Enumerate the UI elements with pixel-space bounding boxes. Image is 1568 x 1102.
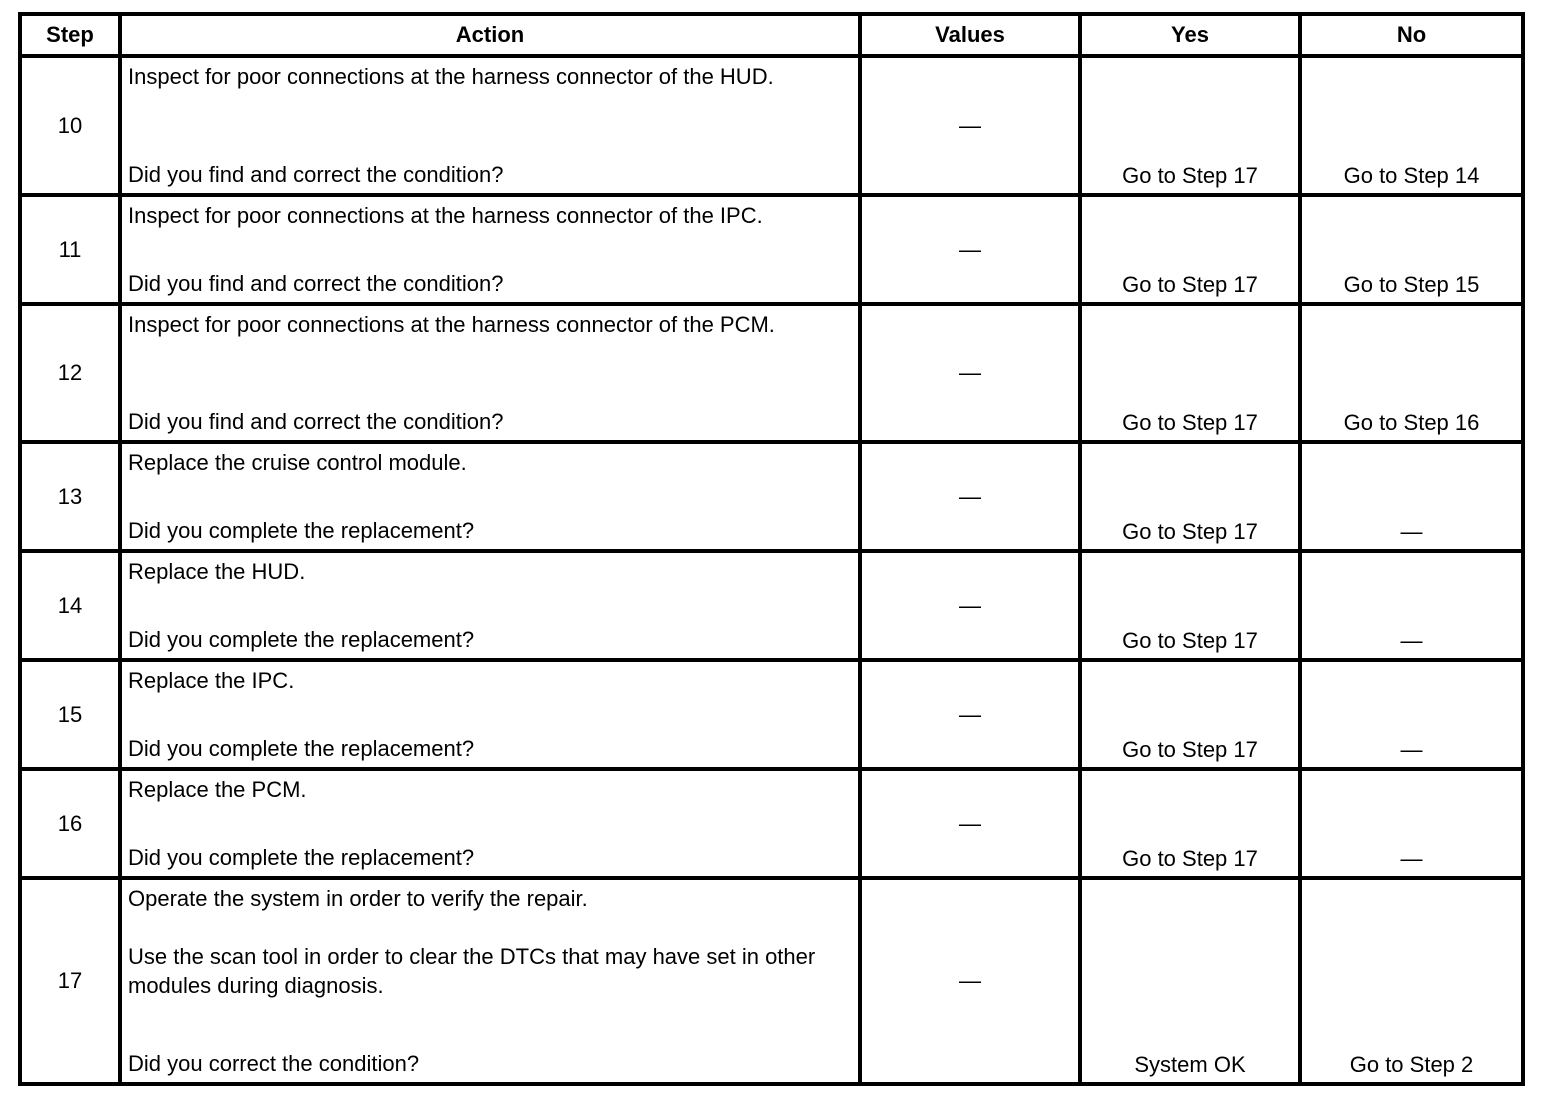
yes-text: System OK <box>1134 1052 1246 1077</box>
no-text: — <box>1400 519 1423 544</box>
table-row <box>20 442 1523 551</box>
yes-cell <box>1080 878 1300 1084</box>
action-text: Replace the cruise control module. <box>128 450 467 475</box>
action-cell <box>120 304 860 442</box>
step-number: 15 <box>20 660 120 769</box>
action-cell <box>120 551 860 660</box>
no-text: — <box>1400 846 1423 871</box>
table-body <box>20 56 1523 1084</box>
yes-cell <box>1080 304 1300 442</box>
action-question: Did you find and correct the condition? <box>128 409 504 434</box>
action-text: Operate the system in order to verify the repair. <box>128 886 588 911</box>
header-step: Step <box>20 14 120 56</box>
yes-cell <box>1080 56 1300 195</box>
action-question: Did you complete the replacement? <box>128 736 475 761</box>
table-row <box>20 195 1523 304</box>
step-number: 17 <box>20 878 120 1084</box>
step-number: 11 <box>20 195 120 304</box>
yes-cell <box>1080 551 1300 660</box>
action-text: Replace the IPC. <box>128 668 295 693</box>
yes-cell <box>1080 660 1300 769</box>
action-question: Did you find and correct the condition? <box>128 271 504 296</box>
table-row <box>20 304 1523 442</box>
action-text: Use the scan tool in order to clear the DTCs that may have set in other modules during diagnosis. <box>128 944 816 998</box>
no-cell <box>1300 442 1523 551</box>
no-cell <box>1300 769 1523 878</box>
action-cell <box>120 769 860 878</box>
yes-text: Go to Step 17 <box>1122 737 1258 762</box>
action-cell <box>120 442 860 551</box>
action-question: Did you find and correct the condition? <box>128 162 504 187</box>
table-row <box>20 551 1523 660</box>
yes-text: Go to Step 17 <box>1122 519 1258 544</box>
no-cell <box>1300 304 1523 442</box>
action-cell <box>120 195 860 304</box>
yes-text: Go to Step 17 <box>1122 846 1258 871</box>
action-text: Inspect for poor connections at the harness connector of the IPC. <box>128 203 763 228</box>
table-row <box>20 878 1523 1084</box>
no-text: Go to Step 14 <box>1343 163 1480 188</box>
action-question: Did you complete the replacement? <box>128 845 475 870</box>
values-cell: — <box>860 56 1080 195</box>
yes-text: Go to Step 17 <box>1122 410 1258 435</box>
step-number: 10 <box>20 56 120 195</box>
action-cell <box>120 878 860 1084</box>
no-text: Go to Step 16 <box>1343 410 1480 435</box>
values-cell: — <box>860 551 1080 660</box>
action-question: Did you complete the replacement? <box>128 627 475 652</box>
header-no: No <box>1300 14 1523 56</box>
yes-text: Go to Step 17 <box>1122 628 1258 653</box>
values-cell: — <box>860 304 1080 442</box>
diagnostic-table <box>18 12 1525 1086</box>
header-values: Values <box>860 14 1080 56</box>
table-row <box>20 56 1523 195</box>
no-cell <box>1300 660 1523 769</box>
yes-cell <box>1080 769 1300 878</box>
step-number: 16 <box>20 769 120 878</box>
values-cell: — <box>860 442 1080 551</box>
values-cell: — <box>860 769 1080 878</box>
yes-cell <box>1080 442 1300 551</box>
no-text: — <box>1400 737 1423 762</box>
no-text: Go to Step 2 <box>1349 1052 1474 1077</box>
action-text: Replace the HUD. <box>128 559 306 584</box>
no-cell <box>1300 878 1523 1084</box>
values-cell: — <box>860 195 1080 304</box>
header-action: Action <box>120 14 860 56</box>
no-text: Go to Step 15 <box>1343 272 1480 297</box>
step-number: 12 <box>20 304 120 442</box>
step-number: 13 <box>20 442 120 551</box>
table-row <box>20 660 1523 769</box>
no-text: — <box>1400 628 1423 653</box>
header-row <box>20 14 1523 56</box>
values-cell: — <box>860 660 1080 769</box>
yes-text: Go to Step 17 <box>1122 163 1258 188</box>
action-text: Replace the PCM. <box>128 777 307 802</box>
yes-cell <box>1080 195 1300 304</box>
no-cell <box>1300 56 1523 195</box>
action-cell <box>120 660 860 769</box>
action-text: Inspect for poor connections at the harness connector of the PCM. <box>128 312 775 337</box>
header-yes: Yes <box>1080 14 1300 56</box>
values-cell: — <box>860 878 1080 1084</box>
table-row <box>20 769 1523 878</box>
action-cell <box>120 56 860 195</box>
no-cell <box>1300 551 1523 660</box>
action-question: Did you complete the replacement? <box>128 518 475 543</box>
step-number: 14 <box>20 551 120 660</box>
action-question: Did you correct the condition? <box>128 1051 420 1076</box>
action-text: Inspect for poor connections at the harness connector of the HUD. <box>128 64 774 89</box>
no-cell <box>1300 195 1523 304</box>
yes-text: Go to Step 17 <box>1122 272 1258 297</box>
table-header <box>20 14 1523 56</box>
